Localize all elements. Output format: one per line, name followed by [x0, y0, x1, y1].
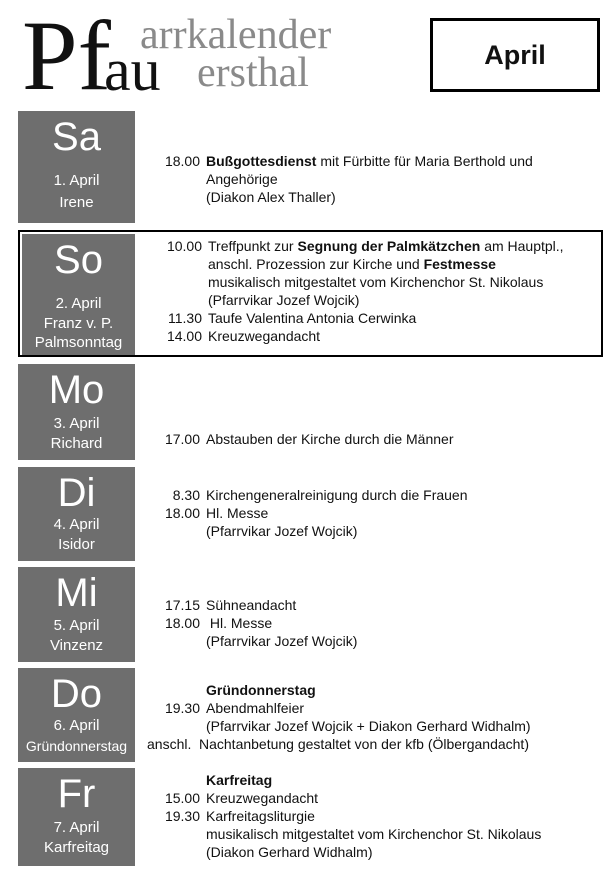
weekday-abbreviation: So	[54, 238, 103, 282]
event-text-line	[206, 522, 357, 540]
event-text: Hl. Messe	[206, 505, 269, 521]
event-time: 18.00	[164, 615, 200, 631]
event-text: anschl. Prozession zur Kirche und	[208, 256, 424, 272]
day-row-sa	[18, 111, 603, 223]
day-date: 4. April	[53, 516, 100, 533]
event-text: (Pfarrvikar Jozef Wojcik)	[208, 292, 360, 308]
month-title: April	[430, 18, 600, 92]
day-tile	[18, 567, 135, 662]
event-time: 10.00	[166, 238, 202, 254]
day-tile	[22, 234, 135, 355]
event-time: 19.30	[164, 808, 200, 824]
event-text-line	[206, 614, 357, 632]
event-time: anschl.	[147, 736, 192, 752]
parish-calendar-logo	[0, 0, 420, 111]
event-title: Festmesse	[423, 256, 496, 272]
event-text: Taufe Valentina Antonia Cerwinka	[208, 310, 417, 326]
event-text-line	[208, 327, 320, 345]
event-text: Hl. Messe	[206, 615, 273, 631]
logo-letters-pf: Pf	[22, 0, 111, 111]
weekday-abbreviation: Fr	[57, 772, 96, 816]
event-text-line	[206, 170, 533, 188]
event-text: Sühneandacht	[206, 597, 297, 613]
event-text-line	[206, 807, 541, 825]
event-text-line	[206, 596, 296, 614]
day-saint-name: Isidor	[58, 536, 95, 553]
day-tile	[18, 111, 135, 223]
event-text-line	[208, 255, 564, 273]
day-tile	[18, 467, 135, 561]
event-text: am Hauptpl.,	[480, 238, 564, 254]
event-text-line	[206, 681, 316, 699]
weekday-abbreviation: Mi	[55, 571, 98, 615]
event-time: 17.00	[164, 431, 200, 447]
event-text-line	[206, 843, 541, 861]
event-text-line	[206, 430, 453, 448]
event-time: 18.00	[164, 505, 200, 521]
event-text-line	[206, 152, 533, 170]
event-text: Abstauben der Kirche durch die Männer	[206, 431, 454, 447]
weekday-abbreviation: Mo	[48, 368, 105, 412]
day-saint-name: Gründonnerstag	[25, 738, 128, 754]
day-row-so	[18, 230, 603, 357]
event-text: Angehörige	[206, 171, 278, 187]
event-text: (Diakon Alex Thaller)	[206, 189, 336, 205]
event-text-line	[208, 291, 564, 309]
event-text: Karfreitagsliturgie	[206, 808, 315, 824]
event-time: 15.00	[164, 790, 200, 806]
day-date: 6. April	[53, 717, 100, 734]
day-saint-name: Richard	[50, 435, 103, 452]
day-tile	[18, 668, 135, 762]
event-text-line	[206, 486, 468, 504]
day-date: 1. April	[53, 172, 100, 189]
day-saint-name: Irene	[59, 194, 94, 211]
day-date: 3. April	[53, 415, 100, 432]
event-text: (Pfarrvikar Jozef Wojcik)	[206, 633, 358, 649]
event-title: Segnung der Palmkätzchen	[297, 238, 481, 254]
day-saint-name: Franz v. P.	[43, 315, 114, 332]
event-text-line	[208, 273, 564, 291]
day-tile	[18, 364, 135, 460]
event-text-line	[206, 188, 533, 206]
event-text-line	[206, 771, 272, 789]
day-date: 2. April	[55, 295, 102, 312]
event-text-line	[206, 789, 318, 807]
event-title: Karfreitag	[206, 772, 273, 788]
logo-letters-au: au	[104, 37, 161, 103]
event-text-line	[206, 699, 531, 717]
day-row-di	[18, 467, 603, 561]
event-text-line	[206, 825, 541, 843]
event-text-line	[206, 632, 357, 650]
day-row-fr	[18, 768, 603, 866]
event-text: (Pfarrvikar Jozef Wojcik + Diakon Gerhard Widhalm)	[206, 718, 531, 734]
event-text: Kreuzwegandacht	[208, 328, 321, 344]
event-time: 8.30	[172, 487, 200, 503]
event-text: Abendmahlfeier	[206, 700, 305, 716]
event-title: Gründonnerstag	[206, 682, 316, 698]
event-text-line	[208, 309, 416, 327]
day-row-mi	[18, 567, 603, 662]
day-date: 7. April	[53, 819, 100, 836]
event-time: 14.00	[166, 328, 202, 344]
day-saint-name: Vinzenz	[49, 637, 104, 654]
weekday-abbreviation: Sa	[52, 115, 101, 159]
weekday-abbreviation: Di	[57, 471, 96, 515]
event-time: 11.30	[168, 310, 202, 326]
event-text: musikalisch mitgestaltet vom Kirchenchor St. Nikolaus	[208, 274, 544, 290]
logo-word-ersthal: ersthal	[197, 50, 309, 96]
event-text: Nachtanbetung gestaltet von der kfb (Ölbergandacht)	[199, 736, 529, 752]
event-text: Kreuzwegandacht	[206, 790, 319, 806]
event-text: (Diakon Gerhard Widhalm)	[206, 844, 373, 860]
weekday-abbreviation: Do	[50, 672, 103, 716]
day-tile	[18, 768, 135, 866]
event-time: 19.30	[164, 700, 200, 716]
event-time: 18.00	[164, 153, 200, 169]
event-text: musikalisch mitgestaltet vom Kirchenchor St. Nikolaus	[206, 826, 542, 842]
event-text-line	[206, 504, 357, 522]
event-text: mit Fürbitte für Maria Berthold und	[316, 153, 533, 169]
day-saint-name: Karfreitag	[43, 839, 110, 856]
event-text-line	[208, 237, 564, 255]
event-text-line	[206, 717, 531, 735]
event-text: Treffpunkt zur	[208, 238, 298, 254]
event-text: (Pfarrvikar Jozef Wojcik)	[206, 523, 358, 539]
day-feast-name: Palmsonntag	[34, 334, 123, 351]
event-text: Kirchengeneralreinigung durch die Frauen	[206, 487, 468, 503]
event-title: Bußgottesdienst	[206, 153, 317, 169]
event-time: 17.15	[164, 597, 200, 613]
day-date: 5. April	[53, 617, 100, 634]
logo-word-arrkalender: arrkalender	[140, 12, 332, 58]
day-row-do	[18, 668, 603, 762]
day-row-mo	[18, 364, 603, 460]
